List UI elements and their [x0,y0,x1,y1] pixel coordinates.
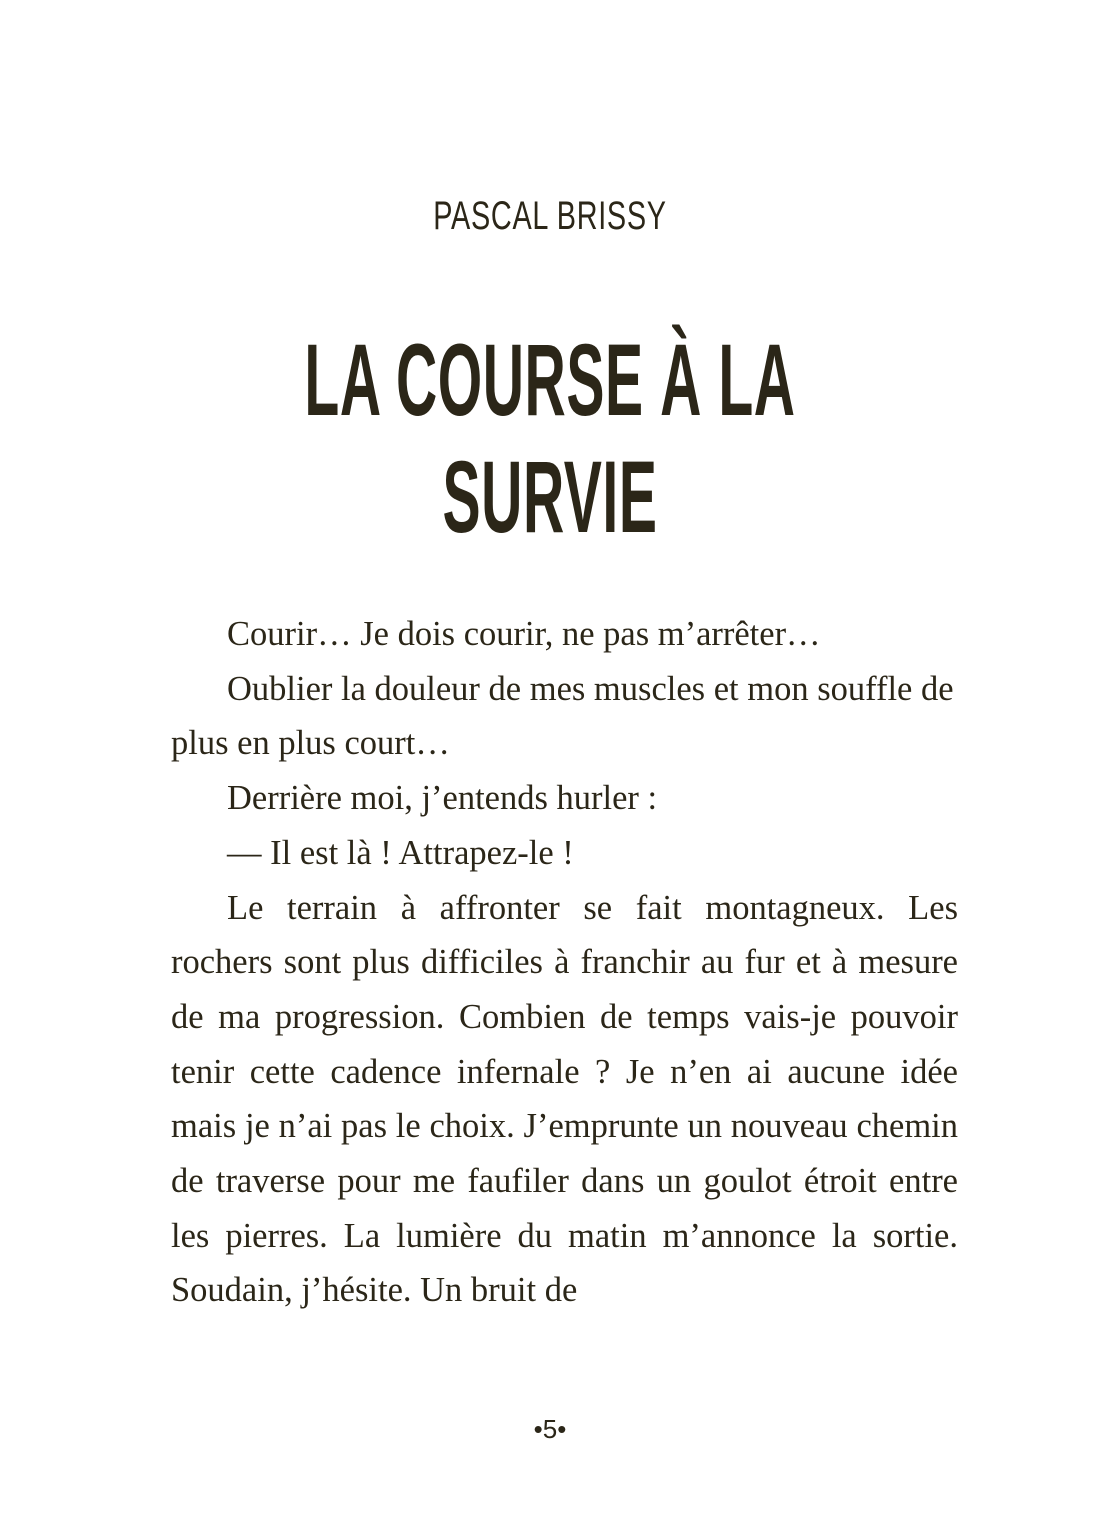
paragraph: Le terrain à affronter se fait montagneux. Les rochers sont plus difficiles à franchir au fur et à mesure de ma progression. Combien de temps vais-je pouvoir tenir cette cadence infernale ? Je n’en ai aucune idée mais je n’ai pas le choix. J’emprunte un nouveau chemin de traverse pour me faufiler dans un goulot étroit entre les pierres. La lumière du matin m’annonce la sortie. Soudain, j’hésite. Un bruit de [171,888,958,1310]
paragraph: Oublier la douleur de mes muscles et mon souffle de plus en plus court… [171,669,954,763]
author-name: PASCAL BRISSY [433,194,667,238]
paragraph: Courir… Je dois courir, ne pas m’arrêter… [227,615,821,653]
dialogue-line: — Il est là ! Attrapez-le ! [227,833,574,872]
body-text [171,607,958,1318]
page-number: •5• [533,1414,567,1444]
paragraph: Derrière moi, j’entends hurler : [227,779,658,818]
chapter-title: LA COURSE À LA SURVIE [304,323,796,554]
